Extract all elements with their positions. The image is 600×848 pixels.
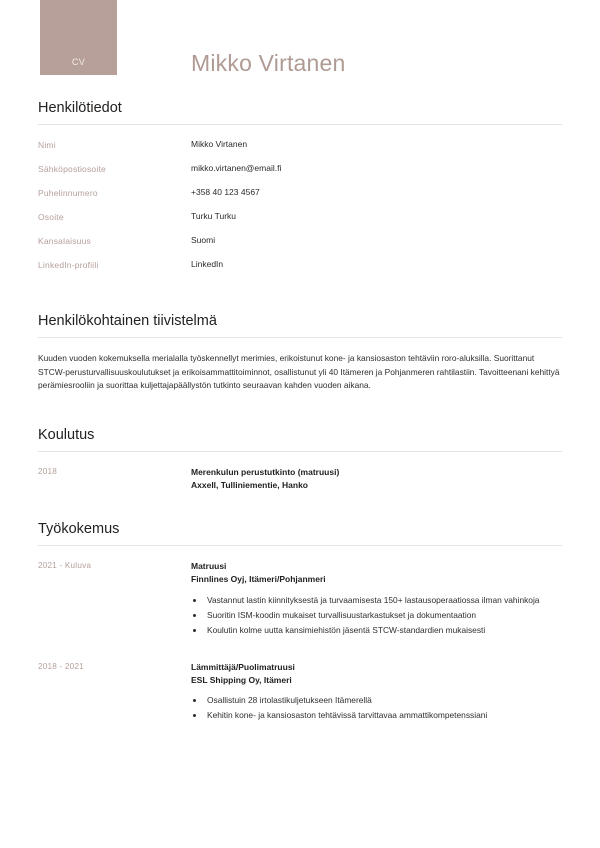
- summary-paragraph: Kuuden vuoden kokemuksella merialalla työskennellyt merimies, erikoistunut kone- ja kansiosaston tehtäviin roro-aluksilla. Suorittanut STCW-perusturvallisuuskoulutukset ja erikoisammattitoiminnot, osallistunut yli 40 Itämeren ja Pohjanmeren rahtilastiin. Tavoitteenani kehittyä perämiesrooliin ja suorittaa kuljettajapäällystön tutkinto seuraavan kahden vuoden aikana.: [38, 353, 560, 391]
- list-item: • Kehitin kone- ja kansiosaston tehtävissä tarvittavaa ammattikompetenssiani: [205, 709, 562, 722]
- info-label-nationality: Kansalaisuus: [38, 236, 91, 246]
- experience-entry: [38, 661, 562, 725]
- list-item: • Osallistuin 28 irtolastikuljetukseen Itämerellä: [205, 694, 562, 707]
- info-row: [38, 211, 562, 222]
- list-item: • Koulutin kolme uutta kansimiehistön jäsentä STCW-standardien mukaisesti: [205, 624, 562, 637]
- section-title-education: Koulutus: [38, 426, 95, 443]
- experience-entry: [38, 560, 562, 639]
- info-value-email: mikko.virtanen@email.fi: [191, 163, 282, 173]
- section-title-personal-info: Henkilötiedot: [38, 100, 122, 116]
- experience-bullet-list: [191, 694, 562, 722]
- info-row: [38, 235, 562, 246]
- info-row: [38, 187, 562, 198]
- education-entry-institution: Axxell, Tulliniementie, Hanko: [191, 479, 308, 490]
- spacer: [38, 495, 562, 521]
- info-row: [38, 139, 562, 150]
- spacer: [38, 283, 562, 313]
- cv-content: [0, 100, 600, 724]
- info-label-linkedin: LinkedIn-profiili: [38, 260, 99, 270]
- experience-entry-employer: Finnlines Oyj, Itämeri/Pohjanmeri: [191, 574, 326, 585]
- education-entry: [38, 466, 562, 492]
- cv-badge: [40, 0, 117, 75]
- experience-entry-title: Matruusi: [191, 561, 227, 572]
- experience-bullet-list: [191, 594, 562, 637]
- education-entry-body: [191, 466, 562, 492]
- section-title-summary: Henkilökohtainen tiivistelmä: [38, 313, 217, 329]
- section-experience: [38, 521, 562, 724]
- info-label-phone: Puhelinnumero: [38, 188, 98, 198]
- info-value-nimi: Mikko Virtanen: [191, 139, 248, 149]
- page-title: Mikko Virtanen: [191, 50, 346, 76]
- section-title-experience: Työkokemus: [38, 521, 120, 538]
- list-item: • Vastannut lastin kiinnityksestä ja turvaamisesta 150+ lastausoperaatiossa ilman vahinkoja: [205, 594, 562, 607]
- info-value-linkedin[interactable]: LinkedIn: [191, 259, 224, 269]
- section-divider: [38, 337, 562, 338]
- experience-entry-date: 2018 - 2021: [38, 661, 84, 671]
- experience-entry-title: Lämmittäjä/Puolimatruusi: [191, 661, 295, 672]
- experience-entry-employer: ESL Shipping Oy, Itämeri: [191, 674, 292, 685]
- spacer: [38, 643, 562, 661]
- info-row: [38, 259, 562, 270]
- info-label-address: Osoite: [38, 212, 64, 222]
- info-value-address: Turku Turku: [191, 211, 237, 221]
- experience-entry-date: 2021 - Kuluva: [38, 561, 92, 571]
- info-value-nationality: Suomi: [191, 235, 216, 245]
- info-row: [38, 163, 562, 174]
- section-summary: [38, 313, 562, 393]
- education-entry-title: Merenkulun perustutkinto (matruusi): [191, 466, 340, 477]
- section-divider: [38, 545, 562, 546]
- cv-header: [0, 0, 600, 100]
- experience-entry-body: [191, 560, 562, 639]
- spacer: [38, 393, 562, 427]
- section-personal-info: [38, 100, 562, 270]
- section-education: [38, 427, 562, 492]
- section-divider: [38, 124, 562, 125]
- experience-entry-body: [191, 661, 562, 725]
- info-value-phone: +358 40 123 4567: [191, 187, 260, 197]
- cv-badge-label: CV: [71, 57, 86, 67]
- list-item: • Suoritin ISM-koodin mukaiset turvallisuustarkastukset ja dokumentaation: [205, 609, 562, 622]
- info-label-nimi: Nimi: [38, 140, 56, 150]
- education-entry-date: 2018: [38, 466, 58, 476]
- info-label-email: Sähköpostiosoite: [38, 164, 106, 174]
- section-divider: [38, 451, 562, 452]
